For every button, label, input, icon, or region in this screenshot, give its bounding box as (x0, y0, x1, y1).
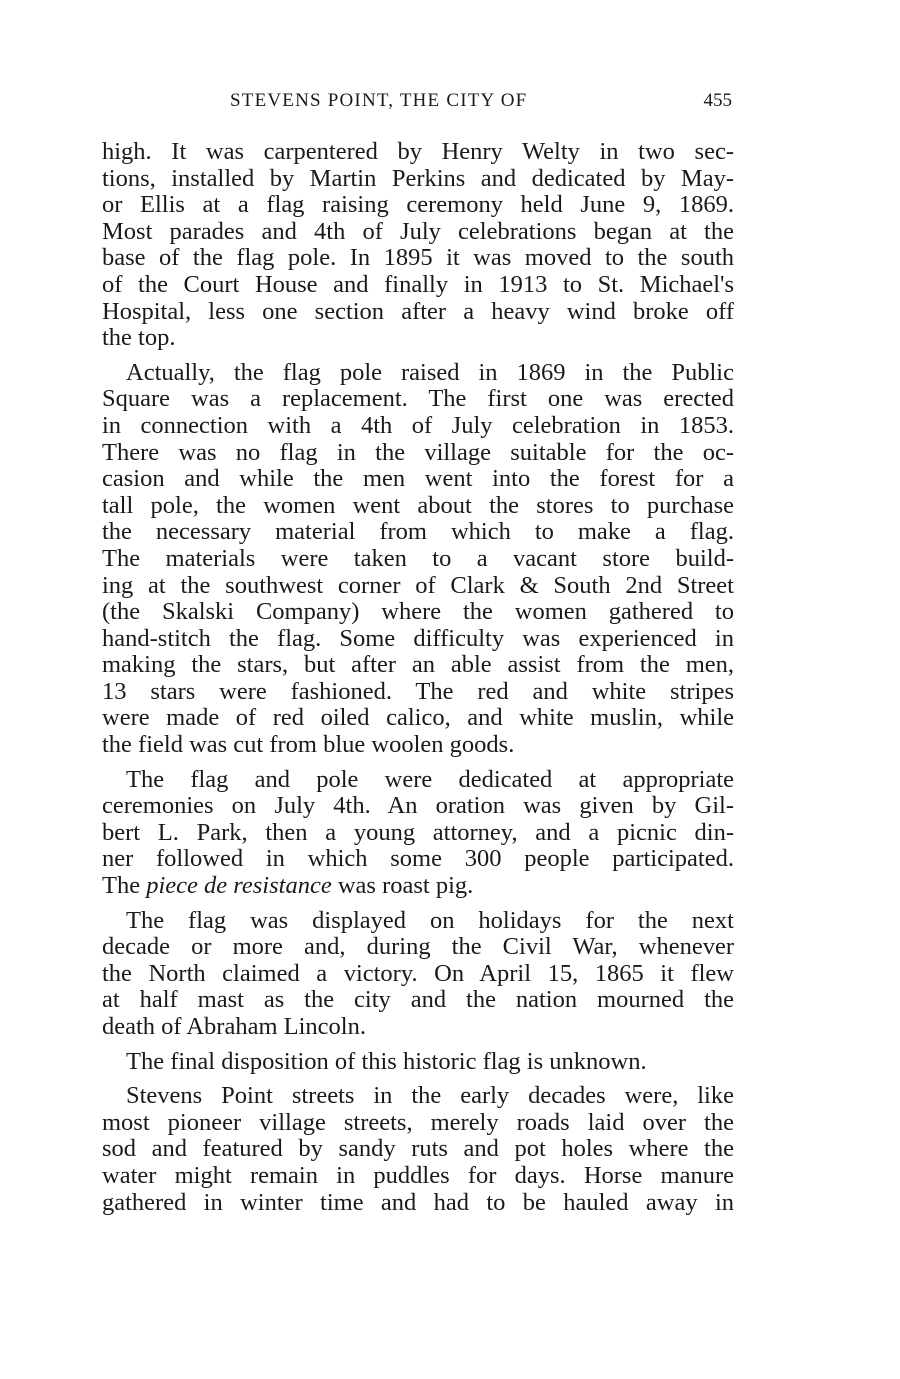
text-line: or Ellis at a flag raising ceremony held June 9, 1869. (102, 192, 734, 219)
text-line: were made of red oiled calico, and white muslin, while (102, 705, 734, 732)
paragraph (102, 767, 734, 900)
text-line: tall pole, the women went about the stores to purchase (102, 492, 734, 519)
text-line: ing at the southwest corner of Clark & South 2nd Street (102, 572, 734, 599)
text-line: The flag was displayed on holidays for the next (126, 907, 734, 934)
text-line: ceremonies on July 4th. An oration was given by Gil- (102, 793, 734, 820)
text-line: Hospital, less one section after a heavy wind broke off (102, 298, 734, 325)
text-line: The flag and pole were dedicated at appropriate (126, 766, 734, 793)
text-line: base of the flag pole. In 1895 it was moved to the south (102, 245, 734, 272)
body-text (102, 139, 734, 1224)
paragraph (102, 908, 734, 1041)
running-head (102, 90, 732, 114)
text-line: tions, installed by Martin Perkins and dedicated by May- (102, 165, 734, 192)
text-line: in connection with a 4th of July celebration in 1853. (102, 412, 734, 439)
text-line: Most parades and 4th of July celebrations began at the (102, 218, 734, 245)
text-line: Square was a replacement. The first one was erected (102, 386, 734, 413)
text-line: most pioneer village streets, merely roads laid over the (102, 1109, 734, 1136)
text-run: was roast pig. (331, 873, 474, 900)
text-run: The (102, 873, 147, 900)
text-line: bert L. Park, then a young attorney, and a picnic din- (102, 819, 734, 846)
text-line: water might remain in puddles for days. Horse manure (102, 1162, 734, 1189)
text-line: the North claimed a victory. On April 15, 1865 it flew (102, 960, 734, 987)
italic-phrase: piece de resistance (146, 873, 332, 900)
text-line: The final disposition of this historic flag is unknown. (126, 1048, 647, 1075)
text-line: of the Court House and finally in 1913 to St. Michael's (102, 271, 734, 298)
text-line: the field was cut from blue woolen goods. (102, 732, 515, 759)
text-line: (the Skalski Company) where the women gathered to (102, 599, 734, 626)
text-line: hand-stitch the flag. Some difficulty was experienced in (102, 625, 734, 652)
paragraph (102, 1083, 734, 1216)
text-line: the top. (102, 325, 176, 352)
text-line: ner followed in which some 300 people participated. (102, 846, 734, 873)
text-line: sod and featured by sandy ruts and pot holes where the (102, 1136, 734, 1163)
paragraph (102, 139, 734, 352)
paragraph (102, 1049, 734, 1076)
text-line: decade or more and, during the Civil War, whenever (102, 934, 734, 961)
text-line: the necessary material from which to make a flag. (102, 519, 734, 546)
text-line: There was no flag in the village suitable for the oc- (102, 439, 734, 466)
text-line: making the stars, but after an able assist from the men, (102, 652, 734, 679)
page-number: 455 (703, 90, 732, 111)
running-title: STEVENS POINT, THE CITY OF (230, 90, 528, 111)
paragraph (102, 360, 734, 759)
text-line: The materials were taken to a vacant store build- (102, 545, 734, 572)
text-line: at half mast as the city and the nation mourned the (102, 987, 734, 1014)
text-line: gathered in winter time and had to be hauled away in (102, 1189, 734, 1216)
text-line: high. It was carpentered by Henry Welty in two sec- (102, 139, 734, 165)
text-line: 13 stars were fashioned. The red and white stripes (102, 678, 734, 705)
text-line: death of Abraham Lincoln. (102, 1014, 366, 1040)
text-line: Actually, the flag pole raised in 1869 in the Public (126, 359, 734, 386)
text-line: casion and while the men went into the forest for a (102, 466, 734, 493)
text-line (102, 873, 734, 900)
text-line: Stevens Point streets in the early decades were, like (126, 1083, 734, 1110)
